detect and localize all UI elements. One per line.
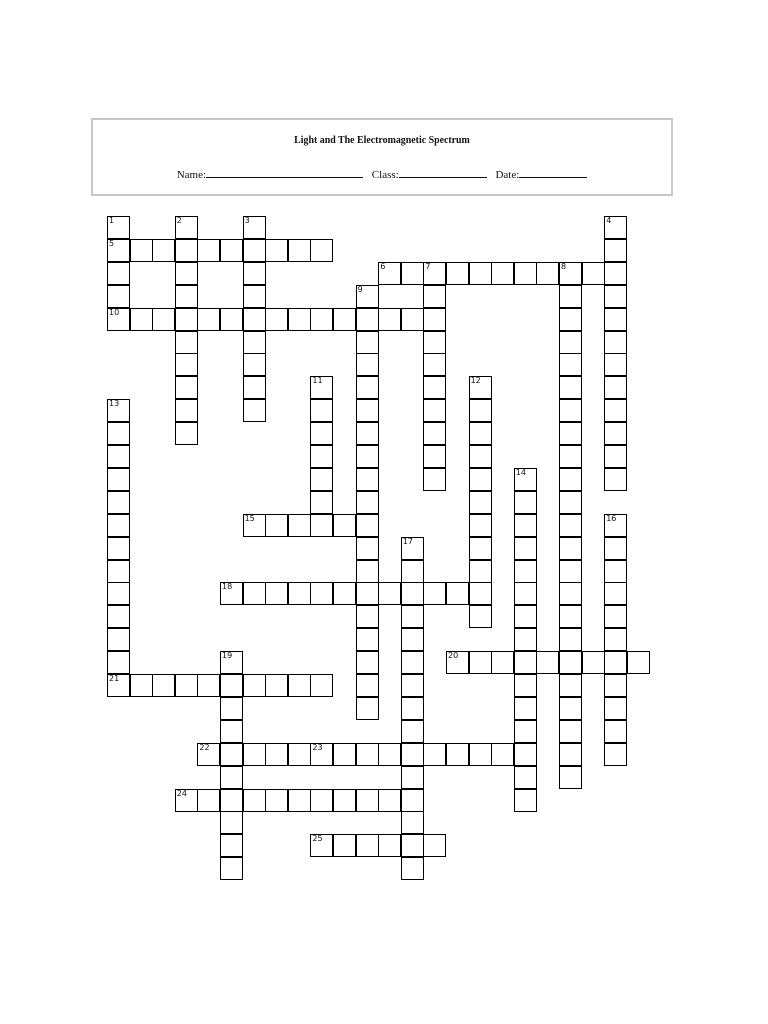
clue-number: 3 (244, 216, 250, 225)
crossword-cell[interactable] (423, 399, 446, 422)
crossword-cell[interactable] (310, 743, 333, 766)
crossword-cell[interactable] (401, 834, 424, 857)
crossword-cell[interactable] (514, 262, 537, 285)
crossword-cell[interactable] (514, 514, 537, 537)
crossword-cell[interactable] (220, 239, 243, 262)
crossword-cell[interactable] (197, 239, 220, 262)
crossword-cell[interactable] (469, 514, 492, 537)
crossword-cell[interactable] (243, 743, 266, 766)
clue-number: 9 (357, 284, 363, 294)
crossword-cell[interactable] (423, 582, 446, 605)
crossword-cell[interactable] (220, 308, 243, 331)
crossword-cell[interactable] (559, 491, 582, 514)
crossword-cell[interactable] (514, 560, 537, 583)
crossword-cell[interactable] (604, 537, 627, 560)
crossword-cell[interactable] (378, 834, 401, 857)
crossword-cell[interactable] (401, 605, 424, 628)
crossword-cell[interactable] (356, 422, 379, 445)
crossword-cell[interactable] (604, 628, 627, 651)
crossword-cell[interactable] (423, 445, 446, 468)
crossword-cell[interactable] (356, 353, 379, 376)
crossword-cell[interactable] (514, 605, 537, 628)
crossword-cell[interactable] (514, 674, 537, 697)
crossword-cell[interactable] (243, 789, 266, 812)
crossword-cell[interactable] (356, 605, 379, 628)
crossword-cell[interactable] (107, 605, 130, 628)
crossword-cell[interactable] (401, 697, 424, 720)
crossword-cell[interactable] (243, 285, 266, 308)
crossword-cell[interactable] (401, 811, 424, 834)
crossword-cell[interactable] (310, 376, 333, 399)
clue-number: 2 (176, 216, 182, 225)
crossword-cell[interactable] (243, 674, 266, 697)
crossword-cell[interactable] (514, 628, 537, 651)
crossword-cell[interactable] (265, 308, 288, 331)
crossword-cell[interactable] (288, 582, 311, 605)
crossword-cell[interactable] (559, 422, 582, 445)
crossword-cell[interactable] (423, 422, 446, 445)
crossword-cell[interactable] (197, 308, 220, 331)
crossword-cell[interactable] (423, 285, 446, 308)
crossword-cell[interactable] (559, 674, 582, 697)
crossword-cell[interactable] (175, 239, 198, 262)
crossword-cell[interactable] (288, 789, 311, 812)
crossword-cell[interactable] (243, 399, 266, 422)
crossword-cell[interactable] (401, 560, 424, 583)
crossword-cell[interactable] (333, 834, 356, 857)
crossword-cell[interactable] (604, 399, 627, 422)
crossword-cell[interactable] (446, 651, 469, 674)
crossword-cell[interactable] (604, 285, 627, 308)
crossword-cell[interactable] (423, 262, 446, 285)
crossword-cell[interactable] (536, 262, 559, 285)
clue-number: 10 (109, 307, 120, 317)
crossword-cell[interactable] (243, 376, 266, 399)
crossword-cell[interactable] (107, 468, 130, 491)
crossword-cell[interactable] (310, 789, 333, 812)
crossword-cell[interactable] (604, 445, 627, 468)
crossword-cell[interactable] (559, 262, 582, 285)
crossword-cell[interactable] (559, 582, 582, 605)
crossword-cell[interactable] (423, 376, 446, 399)
crossword-cell[interactable] (356, 537, 379, 560)
crossword-cell[interactable] (107, 445, 130, 468)
crossword-cell[interactable] (491, 262, 514, 285)
clue-number: 14 (515, 467, 526, 477)
crossword-cell[interactable] (514, 766, 537, 789)
crossword-cell[interactable] (356, 743, 379, 766)
crossword-cell[interactable] (604, 308, 627, 331)
crossword-cell[interactable] (559, 331, 582, 354)
crossword-cell[interactable] (604, 560, 627, 583)
crossword-cell[interactable] (107, 491, 130, 514)
crossword-cell[interactable] (604, 651, 627, 674)
crossword-cell[interactable] (356, 560, 379, 583)
crossword-cell[interactable] (107, 560, 130, 583)
crossword-cell[interactable] (310, 674, 333, 697)
class-label: Class: (371, 169, 399, 181)
crossword-cell[interactable] (265, 789, 288, 812)
crossword-cell[interactable] (514, 468, 537, 491)
crossword-cell[interactable] (559, 376, 582, 399)
crossword-cell[interactable] (265, 743, 288, 766)
crossword-cell[interactable] (310, 491, 333, 514)
clue-number: 4 (606, 216, 612, 225)
crossword-cell[interactable] (243, 216, 266, 239)
crossword-cell[interactable] (469, 651, 492, 674)
crossword-cell[interactable] (197, 674, 220, 697)
crossword-cell[interactable] (152, 239, 175, 262)
clue-number: 7 (425, 261, 431, 271)
clue-number: 21 (109, 674, 120, 683)
crossword-cell[interactable] (604, 674, 627, 697)
crossword-cell[interactable] (514, 491, 537, 514)
crossword-cell[interactable] (356, 376, 379, 399)
clue-number: 11 (312, 376, 323, 386)
crossword-cell[interactable] (220, 720, 243, 743)
crossword-cell[interactable] (378, 582, 401, 605)
crossword-cell[interactable] (265, 582, 288, 605)
crossword-cell[interactable] (559, 468, 582, 491)
crossword-cell[interactable] (175, 262, 198, 285)
crossword-cell[interactable] (356, 445, 379, 468)
crossword-cell[interactable] (107, 651, 130, 674)
clue-number: 5 (109, 238, 115, 248)
crossword-cell[interactable] (469, 537, 492, 560)
crossword-cell[interactable] (559, 399, 582, 422)
crossword-cell[interactable] (401, 537, 424, 560)
crossword-cell[interactable] (423, 308, 446, 331)
crossword-cell[interactable] (604, 216, 627, 239)
crossword-cell[interactable] (220, 857, 243, 880)
crossword-cell[interactable] (401, 789, 424, 812)
crossword-cell[interactable] (401, 766, 424, 789)
crossword-cell[interactable] (265, 514, 288, 537)
crossword-cell[interactable] (604, 582, 627, 605)
crossword-cell[interactable] (514, 582, 537, 605)
crossword-cell[interactable] (356, 331, 379, 354)
crossword-cell[interactable] (107, 262, 130, 285)
crossword-cell[interactable] (559, 308, 582, 331)
crossword-cell[interactable] (559, 514, 582, 537)
crossword-cell[interactable] (469, 468, 492, 491)
crossword-cell[interactable] (175, 216, 198, 239)
clue-number: 12 (470, 376, 481, 386)
crossword-cell[interactable] (175, 399, 198, 422)
crossword-cell[interactable] (130, 674, 153, 697)
crossword-cell[interactable] (559, 605, 582, 628)
crossword-cell[interactable] (243, 353, 266, 376)
crossword-cell[interactable] (243, 239, 266, 262)
crossword-cell[interactable] (401, 743, 424, 766)
crossword-cell[interactable] (423, 834, 446, 857)
crossword-cell[interactable] (310, 239, 333, 262)
crossword-cell[interactable] (175, 353, 198, 376)
crossword-cell[interactable] (514, 697, 537, 720)
crossword-cell[interactable] (175, 331, 198, 354)
crossword-cell[interactable] (220, 766, 243, 789)
crossword-cell[interactable] (356, 491, 379, 514)
crossword-cell[interactable] (288, 308, 311, 331)
crossword-cell[interactable] (107, 216, 130, 239)
crossword-cell[interactable] (175, 789, 198, 812)
crossword-cell[interactable] (107, 422, 130, 445)
crossword-cell[interactable] (559, 353, 582, 376)
crossword-cell[interactable] (582, 262, 605, 285)
crossword-cell[interactable] (333, 789, 356, 812)
crossword-cell[interactable] (559, 743, 582, 766)
crossword-cell[interactable] (604, 331, 627, 354)
crossword-cell[interactable] (243, 308, 266, 331)
crossword-cell[interactable] (627, 651, 650, 674)
crossword-cell[interactable] (401, 651, 424, 674)
crossword-cell[interactable] (514, 720, 537, 743)
crossword-cell[interactable] (604, 422, 627, 445)
clue-number: 22 (199, 742, 210, 752)
crossword-cell[interactable] (446, 743, 469, 766)
name-label: Name: (176, 169, 207, 181)
clue-number: 20 (448, 651, 459, 661)
clue-number: 17 (402, 536, 413, 546)
crossword-cell[interactable] (288, 239, 311, 262)
crossword-cell[interactable] (559, 628, 582, 651)
crossword-cell[interactable] (175, 308, 198, 331)
crossword-cell[interactable] (310, 445, 333, 468)
crossword-cell[interactable] (356, 582, 379, 605)
clue-number: 16 (606, 513, 617, 523)
crossword-cell[interactable] (356, 285, 379, 308)
crossword-cell[interactable] (604, 514, 627, 537)
crossword-cell[interactable] (197, 743, 220, 766)
crossword-cell[interactable] (604, 720, 627, 743)
crossword-cell[interactable] (356, 834, 379, 857)
crossword-cell[interactable] (401, 857, 424, 880)
crossword-cell[interactable] (604, 262, 627, 285)
crossword-cell[interactable] (243, 514, 266, 537)
crossword-cell[interactable] (220, 674, 243, 697)
clue-number: 24 (176, 788, 187, 798)
crossword-cell[interactable] (107, 537, 130, 560)
crossword-cell[interactable] (559, 537, 582, 560)
crossword-cell[interactable] (604, 743, 627, 766)
crossword-cell[interactable] (401, 308, 424, 331)
crossword-cell[interactable] (243, 262, 266, 285)
date-label: Date: (495, 169, 520, 181)
crossword-cell[interactable] (220, 743, 243, 766)
crossword-cell[interactable] (469, 605, 492, 628)
crossword-cell[interactable] (152, 308, 175, 331)
crossword-cell[interactable] (333, 308, 356, 331)
crossword-cell[interactable] (469, 399, 492, 422)
crossword-cell[interactable] (378, 743, 401, 766)
crossword-cell[interactable] (310, 308, 333, 331)
crossword-cell[interactable] (220, 834, 243, 857)
crossword-cell[interactable] (107, 674, 130, 697)
crossword-cell[interactable] (310, 514, 333, 537)
crossword-cell[interactable] (107, 285, 130, 308)
crossword-cell[interactable] (243, 331, 266, 354)
crossword-cell[interactable] (220, 697, 243, 720)
crossword-cell[interactable] (333, 582, 356, 605)
crossword-cell[interactable] (175, 285, 198, 308)
crossword-cell[interactable] (401, 720, 424, 743)
crossword-cell[interactable] (378, 789, 401, 812)
crossword-cell[interactable] (130, 239, 153, 262)
crossword-cell[interactable] (378, 308, 401, 331)
crossword-cell[interactable] (356, 674, 379, 697)
crossword-cell[interactable] (265, 239, 288, 262)
crossword-cell[interactable] (378, 262, 401, 285)
crossword-cell[interactable] (310, 582, 333, 605)
crossword-cell[interactable] (107, 399, 130, 422)
crossword-cell[interactable] (491, 651, 514, 674)
crossword-cell[interactable] (559, 285, 582, 308)
crossword-cell[interactable] (469, 422, 492, 445)
crossword-cell[interactable] (288, 514, 311, 537)
crossword-cell[interactable] (310, 422, 333, 445)
crossword-cell[interactable] (423, 468, 446, 491)
crossword-cell[interactable] (559, 445, 582, 468)
clue-number: 13 (109, 399, 120, 409)
crossword-cell[interactable] (536, 651, 559, 674)
crossword-cell[interactable] (107, 514, 130, 537)
clue-number: 25 (312, 834, 323, 844)
crossword-cell[interactable] (175, 376, 198, 399)
crossword-cell[interactable] (469, 262, 492, 285)
crossword-cell[interactable] (107, 239, 130, 262)
crossword-cell[interactable] (288, 743, 311, 766)
crossword-cell[interactable] (333, 514, 356, 537)
crossword-cell[interactable] (604, 376, 627, 399)
crossword-cell[interactable] (152, 674, 175, 697)
crossword-cell[interactable] (582, 651, 605, 674)
crossword-cell[interactable] (356, 514, 379, 537)
crossword-cell[interactable] (107, 628, 130, 651)
crossword-cell[interactable] (559, 720, 582, 743)
crossword-cell[interactable] (604, 468, 627, 491)
crossword-cell[interactable] (559, 560, 582, 583)
crossword-cell[interactable] (401, 628, 424, 651)
crossword-cell[interactable] (401, 582, 424, 605)
crossword-cell[interactable] (310, 399, 333, 422)
crossword-cell[interactable] (446, 262, 469, 285)
crossword-cell[interactable] (220, 789, 243, 812)
crossword-cell[interactable] (107, 308, 130, 331)
crossword-cell[interactable] (469, 491, 492, 514)
crossword-cell[interactable] (514, 743, 537, 766)
crossword-cell[interactable] (604, 605, 627, 628)
crossword-cell[interactable] (514, 651, 537, 674)
crossword-cell[interactable] (175, 674, 198, 697)
crossword-cell[interactable] (604, 697, 627, 720)
crossword-cell[interactable] (310, 834, 333, 857)
crossword-cell[interactable] (220, 582, 243, 605)
crossword-cell[interactable] (265, 674, 288, 697)
crossword-cell[interactable] (310, 468, 333, 491)
clue-number: 6 (380, 261, 386, 271)
crossword-cell[interactable] (491, 743, 514, 766)
crossword-cell[interactable] (107, 582, 130, 605)
clue-number: 1 (109, 216, 115, 225)
crossword-cell[interactable] (197, 789, 220, 812)
crossword-cell[interactable] (220, 811, 243, 834)
worksheet-title: Light and The Electromagnetic Spectrum (294, 134, 470, 146)
crossword-cell[interactable] (175, 422, 198, 445)
crossword-cell[interactable] (243, 582, 266, 605)
crossword-cell[interactable] (469, 582, 492, 605)
clue-number: 8 (561, 261, 567, 271)
crossword-cell[interactable] (604, 353, 627, 376)
crossword-cell[interactable] (356, 399, 379, 422)
crossword-cell[interactable] (423, 331, 446, 354)
clue-number: 18 (222, 582, 233, 592)
crossword-cell[interactable] (130, 308, 153, 331)
crossword-cell[interactable] (356, 789, 379, 812)
crossword-cell[interactable] (401, 674, 424, 697)
crossword-cell[interactable] (356, 308, 379, 331)
crossword-cell[interactable] (514, 537, 537, 560)
crossword-cell[interactable] (469, 445, 492, 468)
crossword-cell[interactable] (356, 468, 379, 491)
crossword-cell[interactable] (469, 743, 492, 766)
crossword-cell[interactable] (469, 560, 492, 583)
crossword-cell[interactable] (423, 353, 446, 376)
crossword-cell[interactable] (514, 789, 537, 812)
clue-number: 15 (244, 513, 255, 523)
crossword-cell[interactable] (469, 376, 492, 399)
crossword-cell[interactable] (446, 582, 469, 605)
crossword-cell[interactable] (559, 697, 582, 720)
crossword-cell[interactable] (559, 766, 582, 789)
clue-number: 19 (222, 651, 233, 661)
crossword-cell[interactable] (220, 651, 243, 674)
crossword-cell[interactable] (356, 628, 379, 651)
crossword-cell[interactable] (423, 743, 446, 766)
crossword-cell[interactable] (356, 697, 379, 720)
crossword-cell[interactable] (288, 674, 311, 697)
clue-number: 23 (312, 742, 323, 752)
crossword-cell[interactable] (356, 651, 379, 674)
crossword-cell[interactable] (333, 743, 356, 766)
crossword-cell[interactable] (559, 651, 582, 674)
crossword-cell[interactable] (401, 262, 424, 285)
crossword-cell[interactable] (604, 239, 627, 262)
